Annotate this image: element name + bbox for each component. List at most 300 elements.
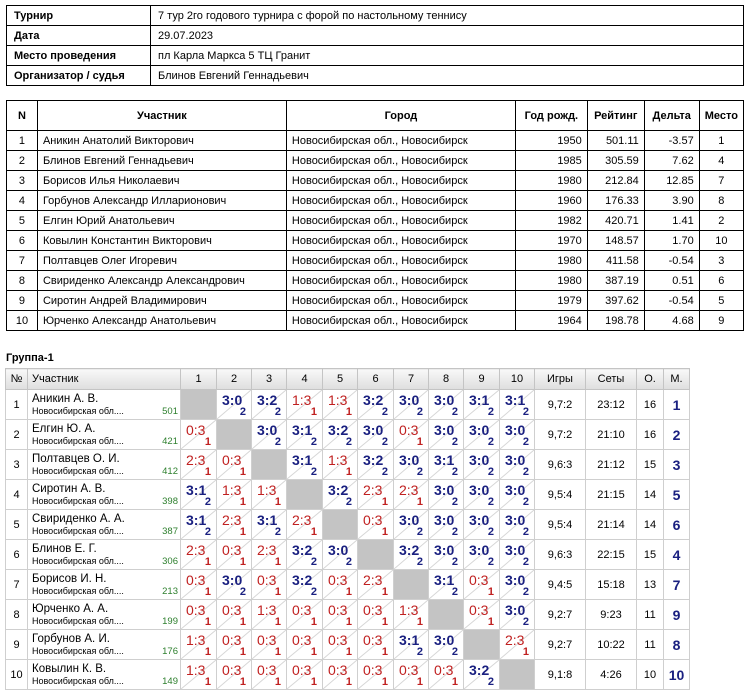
group-row-num: 1 (6, 390, 28, 420)
match-score: 3:0 (399, 392, 420, 408)
participant-n: 8 (7, 271, 38, 291)
participants-column-header: Дельта (644, 101, 699, 131)
match-score: 0:3 (469, 572, 489, 588)
group-player-cell (28, 630, 181, 660)
match-score: 3:1 (434, 452, 455, 468)
match-points: 2 (522, 586, 529, 598)
participant-year: 1964 (516, 311, 588, 331)
group-player-rating: 199 (162, 615, 178, 627)
group-player-rating: 176 (162, 645, 178, 657)
participant-delta: 3.90 (644, 191, 699, 211)
participant-name: Борисов Илья Николаевич (37, 171, 286, 191)
match-score: 1:3 (257, 482, 277, 498)
match-score: 3:2 (257, 392, 278, 408)
match-points: 1 (239, 676, 246, 688)
group-place: 4 (664, 540, 690, 570)
match-points: 1 (310, 646, 317, 658)
match-result-cell (464, 420, 500, 450)
match-points: 2 (416, 526, 423, 538)
group-row-num: 10 (6, 660, 28, 690)
group-row (6, 600, 690, 630)
match-points: 1 (487, 586, 494, 598)
match-points: 2 (522, 616, 529, 628)
participant-delta: 0.51 (644, 271, 699, 291)
participant-year: 1970 (516, 231, 588, 251)
match-points: 2 (451, 586, 458, 598)
group-player-cell (28, 540, 181, 570)
group-player-name: Сиротин А. В. (32, 482, 106, 495)
self-cell (181, 390, 217, 420)
match-points: 1 (274, 646, 281, 658)
match-result-cell (394, 540, 429, 570)
group-header-name: Участник (28, 369, 181, 390)
participant-row (7, 231, 744, 251)
participant-name: Ковылин Константин Викторович (37, 231, 286, 251)
info-label: Дата (7, 26, 151, 46)
match-score: 3:2 (328, 482, 349, 498)
self-cell (323, 510, 358, 540)
group-points: 16 (637, 390, 664, 420)
group-player-rating: 306 (162, 555, 178, 567)
match-score: 0:3 (469, 602, 489, 618)
match-result-cell (394, 510, 429, 540)
info-value: Блинов Евгений Геннадьевич (151, 66, 744, 86)
match-points: 2 (345, 556, 352, 568)
match-score: 3:1 (186, 482, 207, 498)
self-cell (394, 570, 429, 600)
group-place: 6 (664, 510, 690, 540)
group-player-name: Борисов И. Н. (32, 572, 107, 585)
info-row (7, 46, 744, 66)
match-score: 3:0 (434, 482, 455, 498)
match-score: 0:3 (363, 602, 383, 618)
participant-place: 6 (699, 271, 743, 291)
group-row-num: 3 (6, 450, 28, 480)
match-result-cell (287, 390, 323, 420)
match-score: 0:3 (186, 602, 206, 618)
group-player-name: Полтавцев О. И. (32, 452, 120, 465)
group-header-sets: Сеты (586, 369, 637, 390)
match-result-cell (358, 390, 394, 420)
match-points: 1 (381, 646, 388, 658)
match-score: 2:3 (505, 632, 525, 648)
match-points: 2 (451, 526, 458, 538)
match-points: 1 (416, 496, 423, 508)
match-result-cell (323, 450, 358, 480)
group-row (6, 570, 690, 600)
match-points: 2 (381, 406, 388, 418)
participant-delta: -0.54 (644, 251, 699, 271)
match-result-cell (323, 660, 358, 690)
group-row-num: 7 (6, 570, 28, 600)
match-score: 3:0 (434, 392, 455, 408)
match-score: 0:3 (328, 632, 348, 648)
group-row-num: 8 (6, 600, 28, 630)
match-points: 2 (274, 406, 281, 418)
group-row (6, 660, 690, 690)
match-score: 0:3 (222, 602, 242, 618)
match-result-cell (287, 450, 323, 480)
group-place: 3 (664, 450, 690, 480)
participant-year: 1979 (516, 291, 588, 311)
match-points: 2 (487, 526, 494, 538)
match-result-cell (500, 630, 535, 660)
match-points: 1 (381, 676, 388, 688)
group-player-region-line (32, 616, 178, 627)
participant-city: Новосибирская обл., Новосибирск (286, 291, 515, 311)
match-result-cell (358, 420, 394, 450)
match-score: 3:0 (469, 422, 490, 438)
match-score: 3:0 (257, 422, 278, 438)
group-player-region: Новосибирская обл.... (32, 645, 124, 656)
participant-row (7, 151, 744, 171)
match-result-cell (500, 540, 535, 570)
participant-row (7, 131, 744, 151)
group-row (6, 510, 690, 540)
match-result-cell (287, 630, 323, 660)
group-player-region: Новосибирская обл.... (32, 615, 124, 626)
match-result-cell (358, 450, 394, 480)
participant-delta: 12.85 (644, 171, 699, 191)
match-points: 1 (239, 496, 246, 508)
group-player-rating: 398 (162, 495, 178, 507)
match-result-cell (500, 480, 535, 510)
participant-city: Новосибирская обл., Новосибирск (286, 211, 515, 231)
match-points: 1 (310, 676, 317, 688)
group-header-opponent: 8 (429, 369, 464, 390)
match-score: 0:3 (222, 632, 242, 648)
participant-delta: -0.54 (644, 291, 699, 311)
match-points: 1 (204, 616, 211, 628)
match-points: 2 (416, 406, 423, 418)
match-points: 2 (381, 436, 388, 448)
participants-header-row (7, 101, 744, 131)
match-points: 1 (345, 466, 352, 478)
match-points: 1 (274, 586, 281, 598)
participant-row (7, 191, 744, 211)
match-score: 1:3 (328, 392, 348, 408)
match-points: 1 (416, 676, 423, 688)
group-row-num: 5 (6, 510, 28, 540)
match-result-cell (287, 420, 323, 450)
participant-n: 3 (7, 171, 38, 191)
match-result-cell (394, 480, 429, 510)
participant-place: 2 (699, 211, 743, 231)
group-player-region-line (32, 556, 178, 567)
match-points: 1 (381, 496, 388, 508)
match-result-cell (217, 630, 252, 660)
match-result-cell (217, 540, 252, 570)
match-score: 3:2 (363, 392, 384, 408)
participant-n: 4 (7, 191, 38, 211)
participant-delta: 1.70 (644, 231, 699, 251)
match-points: 2 (310, 586, 317, 598)
match-result-cell (394, 630, 429, 660)
group-sets: 23:12 (586, 390, 637, 420)
match-points: 2 (451, 556, 458, 568)
match-points: 2 (239, 406, 246, 418)
match-result-cell (358, 480, 394, 510)
participants-column-header: Участник (37, 101, 286, 131)
match-score: 3:0 (505, 512, 526, 528)
group-player-region-line (32, 436, 178, 447)
participant-place: 9 (699, 311, 743, 331)
group-sets: 21:14 (586, 510, 637, 540)
match-points: 1 (204, 646, 211, 658)
match-points: 1 (274, 616, 281, 628)
match-result-cell (252, 510, 287, 540)
participant-n: 1 (7, 131, 38, 151)
match-score: 0:3 (292, 632, 312, 648)
match-result-cell (429, 630, 464, 660)
group-place: 1 (664, 390, 690, 420)
participant-year: 1980 (516, 171, 588, 191)
match-score: 3:0 (505, 482, 526, 498)
group-header-opponent: 10 (500, 369, 535, 390)
match-result-cell (217, 570, 252, 600)
match-result-cell (217, 390, 252, 420)
participant-city: Новосибирская обл., Новосибирск (286, 151, 515, 171)
match-result-cell (252, 420, 287, 450)
participant-rating: 501.11 (587, 131, 644, 151)
match-points: 2 (451, 646, 458, 658)
group-player-name: Горбунов А. И. (32, 632, 110, 645)
match-points: 1 (204, 436, 211, 448)
group-row-num: 2 (6, 420, 28, 450)
match-points: 2 (522, 406, 529, 418)
group-player-cell (28, 570, 181, 600)
match-points: 1 (204, 556, 211, 568)
participant-row (7, 211, 744, 231)
participant-rating: 305.59 (587, 151, 644, 171)
group-points: 14 (637, 480, 664, 510)
tournament-info-table (6, 5, 744, 86)
match-result-cell (323, 480, 358, 510)
participant-name: Елгин Юрий Анатольевич (37, 211, 286, 231)
match-result-cell (500, 450, 535, 480)
match-result-cell (464, 570, 500, 600)
info-label: Место проведения (7, 46, 151, 66)
group-row (6, 450, 690, 480)
participant-name: Блинов Евгений Геннадьевич (37, 151, 286, 171)
match-score: 3:1 (505, 392, 526, 408)
match-score: 3:2 (292, 542, 313, 558)
match-score: 0:3 (328, 662, 348, 678)
match-result-cell (181, 570, 217, 600)
match-score: 0:3 (328, 572, 348, 588)
group-player-name: Юрченко А. А. (32, 602, 109, 615)
participants-column-header: Город (286, 101, 515, 131)
match-result-cell (429, 510, 464, 540)
match-result-cell (252, 540, 287, 570)
match-score: 0:3 (257, 662, 277, 678)
match-score: 3:2 (363, 452, 384, 468)
group-sets: 21:10 (586, 420, 637, 450)
match-result-cell (287, 660, 323, 690)
match-result-cell (464, 480, 500, 510)
group-place: 5 (664, 480, 690, 510)
participant-row (7, 291, 744, 311)
match-score: 0:3 (222, 542, 242, 558)
group-player-cell (28, 510, 181, 540)
participant-name: Юрченко Александр Анатольевич (37, 311, 286, 331)
match-result-cell (181, 540, 217, 570)
match-result-cell (429, 570, 464, 600)
match-score: 3:1 (434, 572, 455, 588)
match-points: 2 (274, 436, 281, 448)
group-player-name: Аникин А. В. (32, 392, 99, 405)
match-score: 3:0 (399, 452, 420, 468)
match-points: 2 (487, 436, 494, 448)
match-points: 1 (239, 556, 246, 568)
match-points: 1 (345, 586, 352, 598)
info-row (7, 66, 744, 86)
match-result-cell (323, 600, 358, 630)
match-points: 2 (345, 436, 352, 448)
participant-place: 10 (699, 231, 743, 251)
participant-delta: 4.68 (644, 311, 699, 331)
match-points: 1 (274, 496, 281, 508)
match-result-cell (323, 390, 358, 420)
group-player-region-line (32, 406, 178, 417)
group-row (6, 540, 690, 570)
group-place: 9 (664, 600, 690, 630)
participant-name: Горбунов Александр Илларионович (37, 191, 286, 211)
group-sets: 15:18 (586, 570, 637, 600)
match-score: 1:3 (257, 602, 277, 618)
participant-n: 9 (7, 291, 38, 311)
participant-city: Новосибирская обл., Новосибирск (286, 171, 515, 191)
match-result-cell (464, 540, 500, 570)
match-result-cell (323, 420, 358, 450)
group-player-name: Елгин Ю. А. (32, 422, 96, 435)
participant-city: Новосибирская обл., Новосибирск (286, 191, 515, 211)
group-place: 7 (664, 570, 690, 600)
group-points: 14 (637, 510, 664, 540)
group-row (6, 630, 690, 660)
match-result-cell (394, 450, 429, 480)
participant-city: Новосибирская обл., Новосибирск (286, 271, 515, 291)
group-player-cell (28, 600, 181, 630)
self-cell (464, 630, 500, 660)
group-player-region: Новосибирская обл.... (32, 435, 124, 446)
group-points: 11 (637, 600, 664, 630)
group-player-rating: 213 (162, 585, 178, 597)
match-score: 3:1 (399, 632, 420, 648)
self-cell (252, 450, 287, 480)
match-points: 2 (522, 556, 529, 568)
match-result-cell (252, 390, 287, 420)
group-player-region: Новосибирская обл.... (32, 405, 124, 416)
match-score: 0:3 (399, 422, 419, 438)
match-result-cell (287, 570, 323, 600)
match-points: 1 (345, 406, 352, 418)
participants-table (6, 100, 744, 331)
match-score: 1:3 (399, 602, 419, 618)
match-score: 3:0 (434, 422, 455, 438)
match-result-cell (500, 570, 535, 600)
match-score: 3:1 (257, 512, 278, 528)
match-points: 1 (239, 466, 246, 478)
group-header-opponent: 9 (464, 369, 500, 390)
match-score: 3:0 (469, 542, 490, 558)
match-result-cell (464, 600, 500, 630)
participant-delta: 7.62 (644, 151, 699, 171)
self-cell (500, 660, 535, 690)
group-player-rating: 421 (162, 435, 178, 447)
match-result-cell (429, 420, 464, 450)
match-result-cell (217, 450, 252, 480)
participant-year: 1980 (516, 251, 588, 271)
group-points: 16 (637, 420, 664, 450)
match-result-cell (429, 540, 464, 570)
match-score: 3:0 (505, 542, 526, 558)
match-score: 3:0 (505, 602, 526, 618)
match-points: 2 (522, 526, 529, 538)
match-points: 2 (310, 556, 317, 568)
participant-name: Свириденко Александр Александрович (37, 271, 286, 291)
participant-place: 5 (699, 291, 743, 311)
match-score: 3:0 (469, 482, 490, 498)
match-score: 0:3 (257, 572, 277, 588)
match-points: 1 (345, 616, 352, 628)
participant-rating: 411.58 (587, 251, 644, 271)
match-points: 1 (345, 676, 352, 688)
match-result-cell (464, 510, 500, 540)
match-score: 0:3 (292, 602, 312, 618)
match-points: 1 (522, 646, 529, 658)
group-title: Группа-1 (6, 352, 54, 364)
match-result-cell (252, 630, 287, 660)
match-result-cell (181, 450, 217, 480)
match-result-cell (217, 480, 252, 510)
match-score: 0:3 (222, 662, 242, 678)
match-result-cell (394, 390, 429, 420)
match-result-cell (287, 540, 323, 570)
participants-column-header: N (7, 101, 38, 131)
match-points: 1 (239, 616, 246, 628)
match-score: 3:1 (186, 512, 207, 528)
group-place: 2 (664, 420, 690, 450)
match-result-cell (358, 570, 394, 600)
info-value: пл Карла Маркса 5 ТЦ Гранит (151, 46, 744, 66)
self-cell (217, 420, 252, 450)
group-points: 11 (637, 630, 664, 660)
match-score: 3:0 (469, 512, 490, 528)
match-points: 2 (451, 496, 458, 508)
participant-place: 1 (699, 131, 743, 151)
group-header-games: Игры (535, 369, 586, 390)
match-points: 1 (381, 586, 388, 598)
group-header-num: № (6, 369, 28, 390)
self-cell (358, 540, 394, 570)
match-score: 0:3 (186, 422, 206, 438)
match-score: 0:3 (434, 662, 454, 678)
match-result-cell (500, 420, 535, 450)
participant-rating: 420.71 (587, 211, 644, 231)
group-header-row (6, 369, 690, 390)
participant-city: Новосибирская обл., Новосибирск (286, 311, 515, 331)
participant-place: 7 (699, 171, 743, 191)
match-points: 1 (204, 466, 211, 478)
participant-year: 1982 (516, 211, 588, 231)
group-player-rating: 501 (162, 405, 178, 417)
participant-place: 3 (699, 251, 743, 271)
match-points: 2 (204, 496, 211, 508)
match-result-cell (429, 660, 464, 690)
group-player-cell (28, 420, 181, 450)
participant-row (7, 311, 744, 331)
